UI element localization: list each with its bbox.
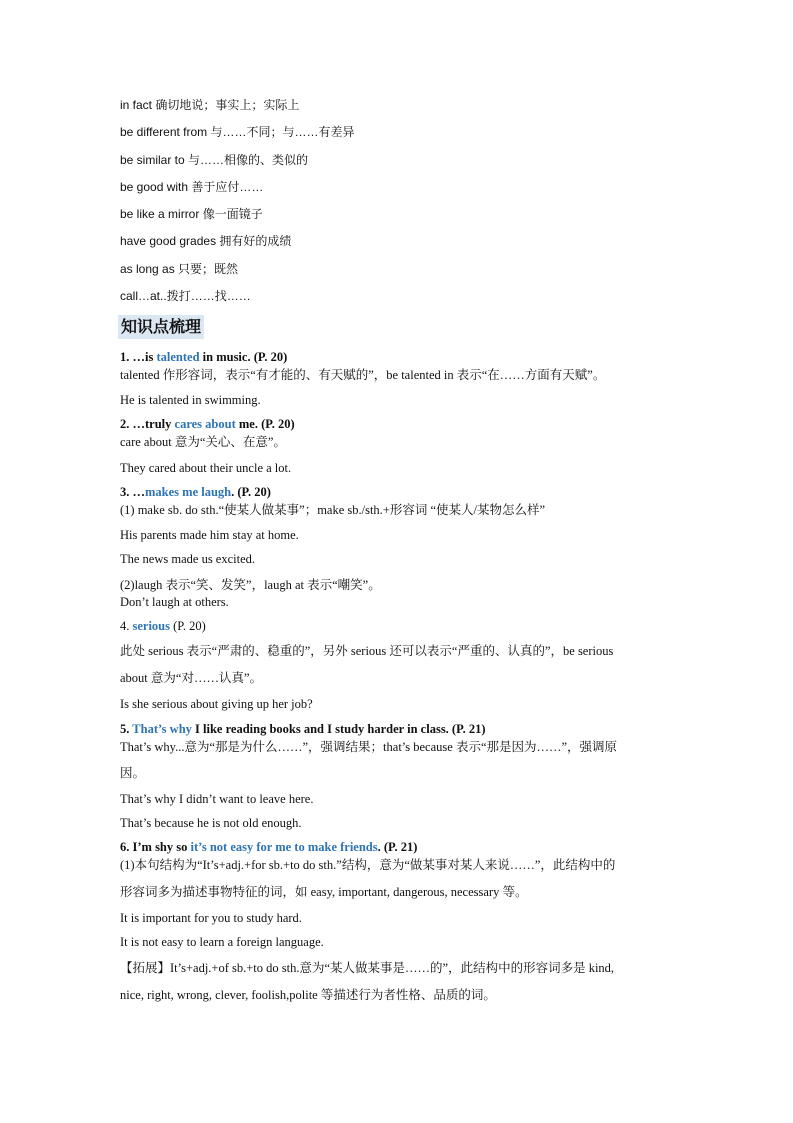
- phrase-zh: 与……不同；与……有差异: [210, 125, 355, 139]
- phrase-line: [120, 288, 251, 304]
- phrase-line: [120, 97, 299, 113]
- example-sentence: Is she serious about giving up her job?: [120, 697, 313, 711]
- phrase-en: be different from: [120, 125, 208, 139]
- phrase-line: [120, 206, 263, 222]
- item-line: 此处 serious 表示“严肃的、稳重的”，另外 serious 还可以表示“严重的、认真的”，be serious: [120, 644, 614, 658]
- example-sentence: Don’t laugh at others.: [120, 595, 229, 609]
- example-sentence: It is important for you to study hard.: [120, 911, 302, 925]
- item-line: about 意为“对……认真”。: [120, 671, 262, 685]
- item-title: 4. serious (P. 20): [120, 619, 206, 633]
- key-phrase: serious: [132, 619, 170, 633]
- phrase-zh: 确切地说；事实上；实际上: [155, 98, 300, 112]
- phrase-zh: 只要；既然: [178, 262, 239, 276]
- phrase-zh: 善于应付……: [191, 180, 264, 194]
- example-sentence: They cared about their uncle a lot.: [120, 461, 292, 475]
- example-sentence: It is not easy to learn a foreign language.: [120, 935, 324, 949]
- example-sentence: The news made us excited.: [120, 552, 256, 566]
- phrase-en: have good grades: [120, 234, 217, 248]
- phrase-zh: 拨打……找……: [166, 289, 251, 303]
- phrase-line: [120, 261, 238, 277]
- phrase-zh: 与……相像的、类似的: [188, 153, 309, 167]
- item-line: care about 意为“关心、在意”。: [120, 435, 286, 449]
- phrase-line: [120, 124, 355, 140]
- phrase-en: be similar to: [120, 153, 185, 167]
- item-title: 5. That’s why I like reading books and I study harder in class. (P. 21): [120, 722, 486, 736]
- extension-note: 【拓展】It’s+adj.+of sb.+to do sth.意为“某人做某事是……的”，此结构中的形容词多是 kind,: [120, 961, 615, 975]
- phrase-zh: 像一面镜子: [202, 207, 263, 221]
- item-title: 3. …makes me laugh. (P. 20): [120, 485, 271, 499]
- item-line: 形容词多为描述事物特征的词，如 easy, important, dangerous, necessary 等。: [120, 885, 528, 899]
- key-phrase: talented: [156, 350, 200, 364]
- example-sentence: That’s because he is not old enough.: [120, 816, 302, 830]
- item-line: (2)laugh 表示“笑、发笑”，laugh at 表示“嘲笑”。: [120, 578, 381, 592]
- phrase-line: [120, 152, 308, 168]
- item-line: That’s why...意为“那是为什么……”，强调结果；that’s because 表示“那是因为……”，强调原: [120, 740, 618, 754]
- phrase-en: as long as: [120, 262, 175, 276]
- phrase-line: [120, 179, 263, 195]
- phrase-en: call…at..: [120, 289, 167, 303]
- example-sentence: He is talented in swimming.: [120, 393, 261, 407]
- item-line: 因。: [120, 766, 146, 780]
- phrase-en: be good with: [120, 180, 189, 194]
- item-line: talented 作形容词，表示“有才能的、有天赋的”，be talented in 表示“在……方面有天赋”。: [120, 368, 606, 382]
- item-line: (1)本句结构为“It’s+adj.+for sb.+to do sth.”结构，意为“做某事对某人来说……”，此结构中的: [120, 858, 616, 872]
- phrase-en: in fact: [120, 98, 153, 112]
- phrase-en: be like a mirror: [120, 207, 200, 221]
- key-phrase: it’s not easy for me to make friends: [190, 840, 378, 854]
- item-line: (1) make sb. do sth.“使某人做某事”；make sb./sth.+形容词 “使某人/某物怎么样”: [120, 503, 546, 517]
- example-sentence: That’s why I didn’t want to leave here.: [120, 792, 314, 806]
- item-title: 1. …is talented in music. (P. 20): [120, 350, 288, 364]
- phrase-zh: 拥有好的成绩: [219, 234, 292, 248]
- item-title: 2. …truly cares about me. (P. 20): [120, 417, 295, 431]
- key-phrase: That’s why: [132, 722, 192, 736]
- example-sentence: His parents made him stay at home.: [120, 528, 299, 542]
- key-phrase: cares about: [174, 417, 236, 431]
- phrase-line: [120, 233, 291, 249]
- item-title: 6. I’m shy so it’s not easy for me to make friends. (P. 21): [120, 840, 418, 854]
- extension-note: nice, right, wrong, clever, foolish,polite 等描述行为者性格、品质的词。: [120, 988, 496, 1002]
- key-phrase: makes me laugh: [145, 485, 232, 499]
- section-heading: 知识点梳理: [118, 315, 204, 339]
